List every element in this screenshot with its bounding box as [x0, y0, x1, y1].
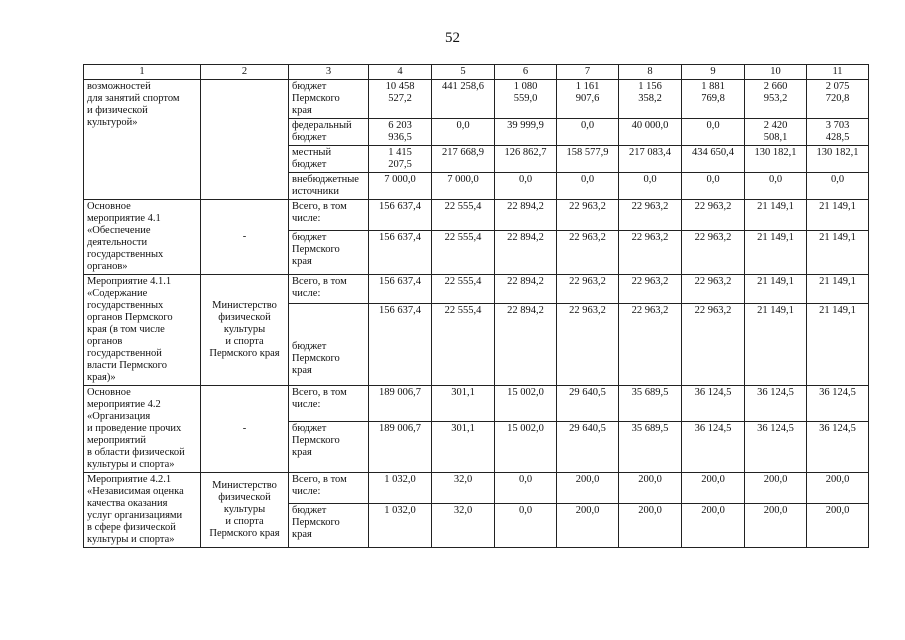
- amount-cell: 0,0: [682, 173, 745, 200]
- amount-cell: 217 668,9: [432, 146, 495, 173]
- amount-cell: 200,0: [745, 503, 807, 547]
- budget-table: [83, 64, 869, 548]
- amount-cell: 21 149,1: [807, 200, 869, 231]
- amount-cell: 22 963,2: [557, 200, 619, 231]
- amount-cell: 0,0: [495, 173, 557, 200]
- amount-cell: 7 000,0: [432, 173, 495, 200]
- amount-cell: 32,0: [432, 473, 495, 504]
- amount-cell: 200,0: [807, 503, 869, 547]
- amount-cell: 15 002,0: [495, 421, 557, 472]
- amount-cell: 0,0: [495, 503, 557, 547]
- amount-cell: 0,0: [682, 119, 745, 146]
- amount-cell: 22 963,2: [682, 230, 745, 274]
- amount-cell: 35 689,5: [619, 386, 682, 422]
- funding-source: бюджет Пермского края: [289, 503, 369, 547]
- funding-source: бюджет Пермского края: [289, 304, 369, 386]
- funding-source: федеральный бюджет: [289, 119, 369, 146]
- funding-source: Всего, в том числе:: [289, 386, 369, 422]
- table-row: [84, 473, 869, 504]
- amount-cell: 200,0: [745, 473, 807, 504]
- amount-cell: 7 000,0: [369, 173, 432, 200]
- amount-cell: 21 149,1: [807, 230, 869, 274]
- amount-cell: 21 149,1: [807, 275, 869, 304]
- funding-source: внебюджетные источники: [289, 173, 369, 200]
- amount-cell: 22 963,2: [682, 304, 745, 386]
- amount-cell: 36 124,5: [745, 421, 807, 472]
- amount-cell: 22 894,2: [495, 230, 557, 274]
- table-row: [84, 200, 869, 231]
- amount-cell: 434 650,4: [682, 146, 745, 173]
- amount-cell: 200,0: [557, 503, 619, 547]
- amount-cell: 200,0: [557, 473, 619, 504]
- amount-cell: 200,0: [682, 473, 745, 504]
- amount-cell: 0,0: [557, 173, 619, 200]
- amount-cell: 22 555,4: [432, 275, 495, 304]
- amount-cell: 29 640,5: [557, 421, 619, 472]
- amount-cell: 156 637,4: [369, 275, 432, 304]
- amount-cell: 22 894,2: [495, 304, 557, 386]
- amount-cell: 35 689,5: [619, 421, 682, 472]
- amount-cell: 301,1: [432, 421, 495, 472]
- amount-cell: 36 124,5: [682, 421, 745, 472]
- column-header: 10: [745, 65, 807, 80]
- amount-cell: 22 963,2: [619, 304, 682, 386]
- amount-cell: 2 420 508,1: [745, 119, 807, 146]
- column-header: 5: [432, 65, 495, 80]
- amount-cell: 130 182,1: [745, 146, 807, 173]
- amount-cell: 126 862,7: [495, 146, 557, 173]
- amount-cell: 156 637,4: [369, 200, 432, 231]
- executor: [201, 80, 289, 200]
- amount-cell: 189 006,7: [369, 421, 432, 472]
- amount-cell: 22 963,2: [619, 275, 682, 304]
- amount-cell: 32,0: [432, 503, 495, 547]
- page-number: 52: [445, 30, 460, 46]
- amount-cell: 2 075 720,8: [807, 80, 869, 119]
- amount-cell: 441 258,6: [432, 80, 495, 119]
- funding-source: Всего, в том числе:: [289, 473, 369, 504]
- amount-cell: 0,0: [495, 473, 557, 504]
- amount-cell: 29 640,5: [557, 386, 619, 422]
- amount-cell: 0,0: [432, 119, 495, 146]
- amount-cell: 40 000,0: [619, 119, 682, 146]
- header-row: [84, 65, 869, 80]
- amount-cell: 36 124,5: [745, 386, 807, 422]
- amount-cell: 200,0: [619, 473, 682, 504]
- amount-cell: 0,0: [807, 173, 869, 200]
- activity-name: Мероприятие 4.1.1 «Содержание государственных органов Пермского края (в том числе органов государственной власти Пермского края)»: [84, 275, 201, 386]
- amount-cell: 36 124,5: [807, 421, 869, 472]
- table-row: [84, 80, 869, 119]
- amount-cell: 3 703 428,5: [807, 119, 869, 146]
- amount-cell: 22 963,2: [557, 275, 619, 304]
- amount-cell: 0,0: [557, 119, 619, 146]
- column-header: 1: [84, 65, 201, 80]
- amount-cell: 36 124,5: [807, 386, 869, 422]
- amount-cell: 200,0: [619, 503, 682, 547]
- amount-cell: 6 203 936,5: [369, 119, 432, 146]
- amount-cell: 301,1: [432, 386, 495, 422]
- column-header: 11: [807, 65, 869, 80]
- column-header: 6: [495, 65, 557, 80]
- amount-cell: 10 458 527,2: [369, 80, 432, 119]
- amount-cell: 158 577,9: [557, 146, 619, 173]
- amount-cell: 1 032,0: [369, 473, 432, 504]
- activity-name: Мероприятие 4.2.1 «Независимая оценка качества оказания услуг организациями в сфере физической культуры и спорта»: [84, 473, 201, 548]
- activity-name: Основное мероприятие 4.1 «Обеспечение деятельности государственных органов»: [84, 200, 201, 275]
- amount-cell: 130 182,1: [807, 146, 869, 173]
- amount-cell: 156 637,4: [369, 304, 432, 386]
- amount-cell: 200,0: [682, 503, 745, 547]
- amount-cell: 2 660 953,2: [745, 80, 807, 119]
- amount-cell: 21 149,1: [807, 304, 869, 386]
- activity-name: Основное мероприятие 4.2 «Организация и проведение прочих мероприятий в области физической культуры и спорта»: [84, 386, 201, 473]
- executor: -: [201, 386, 289, 473]
- amount-cell: 217 083,4: [619, 146, 682, 173]
- executor: -: [201, 200, 289, 275]
- funding-source: Всего, в том числе:: [289, 200, 369, 231]
- amount-cell: 22 555,4: [432, 200, 495, 231]
- amount-cell: 15 002,0: [495, 386, 557, 422]
- amount-cell: 22 963,2: [619, 200, 682, 231]
- column-header: 7: [557, 65, 619, 80]
- table-row: [84, 275, 869, 304]
- amount-cell: 21 149,1: [745, 304, 807, 386]
- amount-cell: 0,0: [619, 173, 682, 200]
- amount-cell: 22 963,2: [682, 200, 745, 231]
- amount-cell: 22 963,2: [557, 230, 619, 274]
- amount-cell: 1 080 559,0: [495, 80, 557, 119]
- funding-source: бюджет Пермского края: [289, 80, 369, 119]
- amount-cell: 36 124,5: [682, 386, 745, 422]
- funding-source: местный бюджет: [289, 146, 369, 173]
- column-header: 8: [619, 65, 682, 80]
- amount-cell: 0,0: [745, 173, 807, 200]
- amount-cell: 21 149,1: [745, 200, 807, 231]
- amount-cell: 22 963,2: [682, 275, 745, 304]
- amount-cell: 22 963,2: [619, 230, 682, 274]
- amount-cell: 22 894,2: [495, 275, 557, 304]
- amount-cell: 156 637,4: [369, 230, 432, 274]
- amount-cell: 22 894,2: [495, 200, 557, 231]
- activity-name: возможностей для занятий спортом и физической культурой»: [84, 80, 201, 200]
- amount-cell: 22 555,4: [432, 230, 495, 274]
- column-header: 3: [289, 65, 369, 80]
- column-header: 4: [369, 65, 432, 80]
- executor: Министерство физической культуры и спорта Пермского края: [201, 473, 289, 548]
- amount-cell: 1 156 358,2: [619, 80, 682, 119]
- amount-cell: 21 149,1: [745, 275, 807, 304]
- amount-cell: 1 415 207,5: [369, 146, 432, 173]
- amount-cell: 1 161 907,6: [557, 80, 619, 119]
- amount-cell: 189 006,7: [369, 386, 432, 422]
- amount-cell: 21 149,1: [745, 230, 807, 274]
- executor: Министерство физической культуры и спорта Пермского края: [201, 275, 289, 386]
- table-row: [84, 386, 869, 422]
- funding-source: Всего, в том числе:: [289, 275, 369, 304]
- amount-cell: 39 999,9: [495, 119, 557, 146]
- amount-cell: 22 555,4: [432, 304, 495, 386]
- funding-source: бюджет Пермского края: [289, 230, 369, 274]
- amount-cell: 22 963,2: [557, 304, 619, 386]
- amount-cell: 1 881 769,8: [682, 80, 745, 119]
- column-header: 2: [201, 65, 289, 80]
- amount-cell: 1 032,0: [369, 503, 432, 547]
- funding-source: бюджет Пермского края: [289, 421, 369, 472]
- amount-cell: 200,0: [807, 473, 869, 504]
- column-header: 9: [682, 65, 745, 80]
